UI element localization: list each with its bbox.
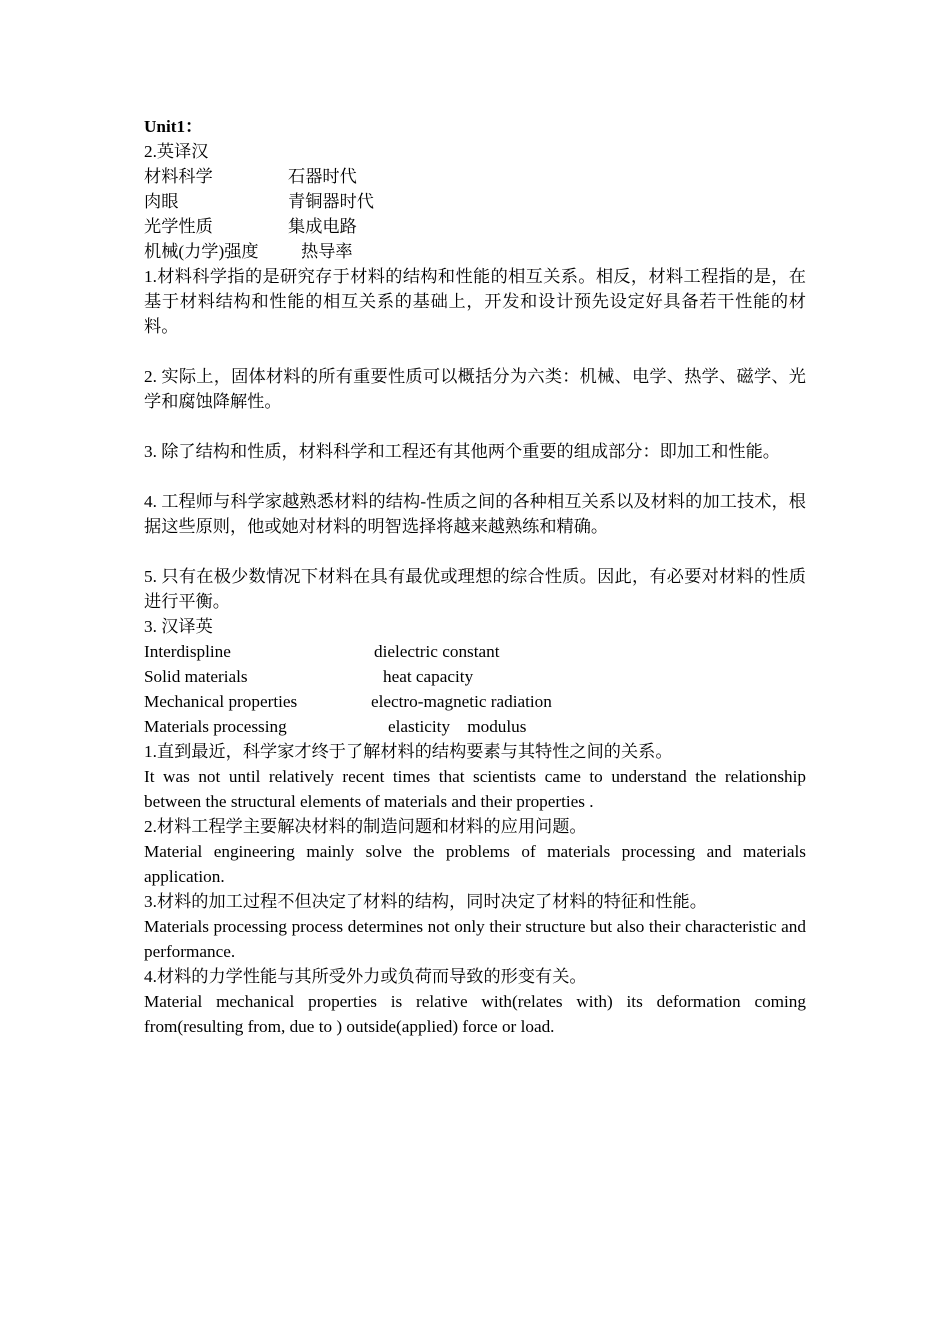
term-row [144, 164, 806, 189]
paragraph: 2. 实际上，固体材料的所有重要性质可以概括分为六类：机械、电学、热学、磁学、光学和腐蚀降解性。 [144, 367, 806, 411]
term-left: Solid materials [144, 667, 248, 686]
section-heading-zh-en: 3. 汉译英 [144, 617, 213, 636]
sentence-en: Materials processing process determines not only their structure but also their characteristic and performance. [144, 917, 806, 961]
term-right: dielectric constant [374, 642, 500, 661]
term-row [144, 639, 806, 664]
unit-title: Unit1： [144, 117, 203, 136]
term-row [144, 664, 806, 689]
term-right: heat capacity [383, 667, 474, 686]
term-right: 集成电路 [288, 217, 357, 236]
paragraph: 5. 只有在极少数情况下材料在具有最优或理想的综合性质。因此，有必要对材料的性质进行平衡。 [144, 567, 806, 611]
sentence-en: It was not until relatively recent times that scientists came to understand the relationship between the structural elements of materials and their properties . [144, 767, 806, 811]
term-left: 肉眼 [144, 192, 179, 211]
sentence-zh: 2.材料工程学主要解决材料的制造问题和材料的应用问题。 [144, 817, 587, 836]
sentence-zh: 1.直到最近，科学家才终于了解材料的结构要素与其特性之间的关系。 [144, 742, 673, 761]
term-left: Mechanical properties [144, 692, 298, 711]
term-list-zh-en [144, 639, 806, 739]
term-right: 石器时代 [288, 167, 357, 186]
term-left: Interdispline [144, 642, 231, 661]
term-row [144, 189, 806, 214]
sentence-zh: 3.材料的加工过程不但决定了材料的结构，同时决定了材料的特征和性能。 [144, 892, 707, 911]
sentence-en: Material mechanical properties is relative with(relates with) its deformation coming from(resulting from, due to ) outside(applied) force or load. [144, 992, 806, 1036]
term-row [144, 214, 806, 239]
term-left: 材料科学 [144, 167, 213, 186]
term-right: elasticity modulus [388, 717, 527, 736]
term-list-en-zh [144, 164, 806, 264]
paragraph: 1.材料科学指的是研究存于材料的结构和性能的相互关系。相反，材料工程指的是，在基于材料结构和性能的相互关系的基础上，开发和设计预先设定好具备若干性能的材料。 [144, 267, 806, 336]
term-left: 光学性质 [144, 217, 213, 236]
term-right: 热导率 [301, 242, 353, 261]
sentence-zh: 4.材料的力学性能与其所受外力或负荷而导致的形变有关。 [144, 967, 587, 986]
paragraph: 3. 除了结构和性质，材料科学和工程还有其他两个重要的组成部分：即加工和性能。 [144, 442, 780, 461]
term-row [144, 239, 806, 264]
term-right: electro-magnetic radiation [371, 692, 552, 711]
term-left: Materials processing [144, 717, 287, 736]
sentence-en: Material engineering mainly solve the problems of materials processing and materials application. [144, 842, 806, 886]
term-row [144, 714, 806, 739]
paragraph: 4. 工程师与科学家越熟悉材料的结构-性质之间的各种相互关系以及材料的加工技术，根据这些原则，他或她对材料的明智选择将越来越熟练和精确。 [144, 492, 806, 536]
term-right: 青铜器时代 [288, 192, 374, 211]
document-page [144, 114, 806, 1039]
section-heading-en-zh: 2.英译汉 [144, 142, 209, 161]
term-row [144, 689, 806, 714]
term-left: 机械(力学)强度 [144, 242, 259, 261]
